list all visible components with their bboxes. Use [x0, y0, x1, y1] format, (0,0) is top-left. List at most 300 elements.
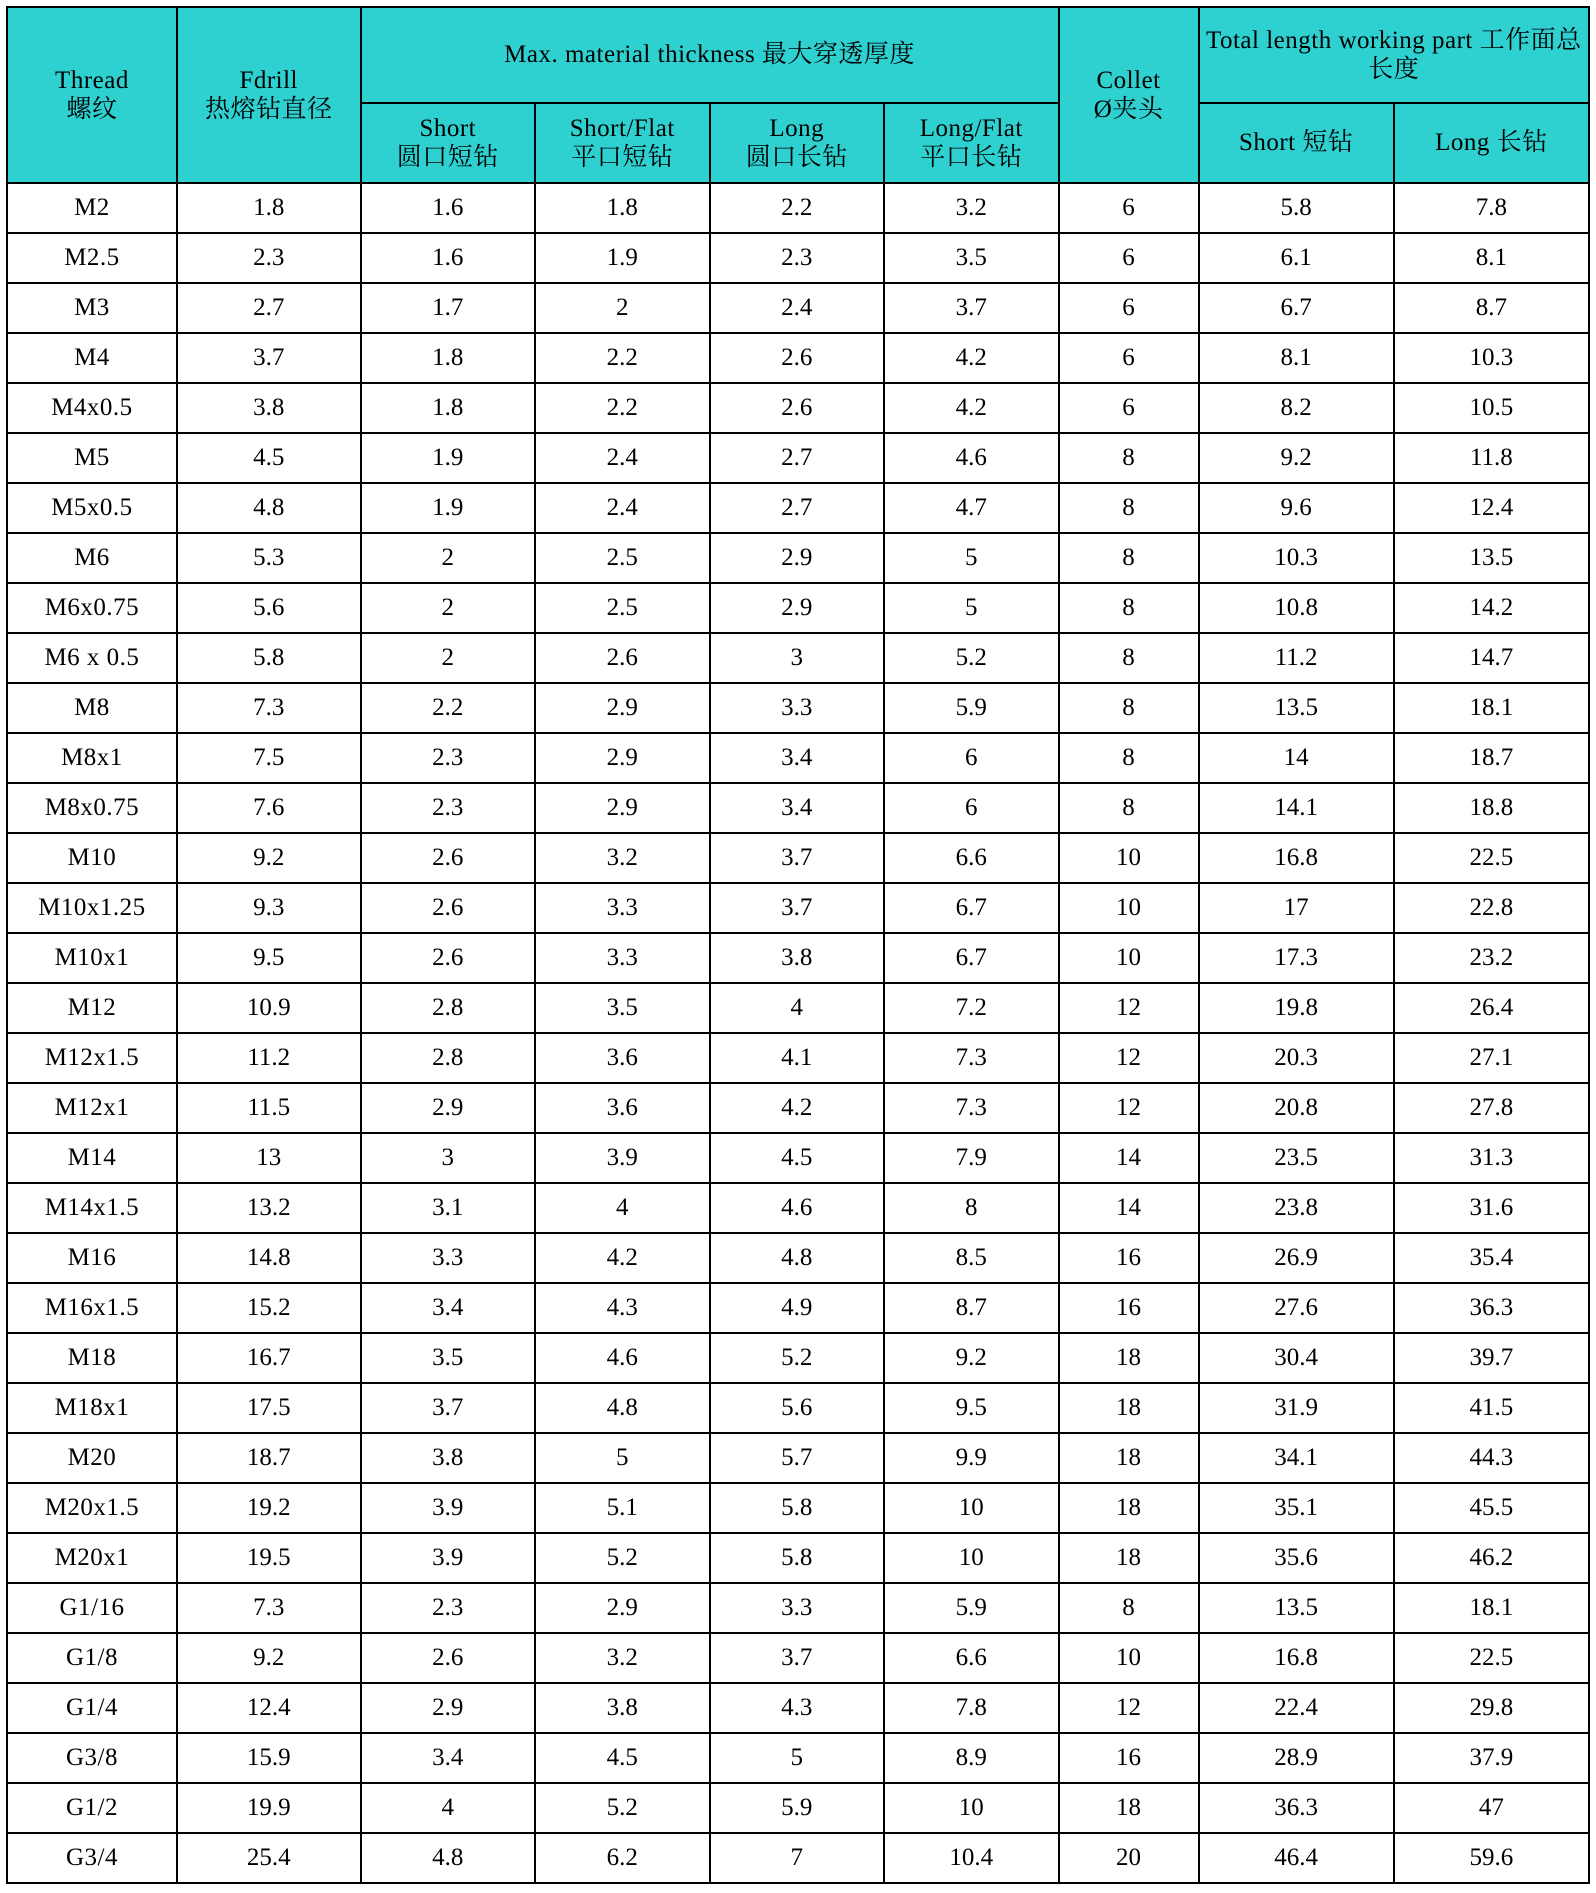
- cell-total-short: 16.8: [1199, 833, 1394, 883]
- cell-collet: 16: [1059, 1233, 1199, 1283]
- cell-total-short: 27.6: [1199, 1283, 1394, 1333]
- cell-total-short: 34.1: [1199, 1433, 1394, 1483]
- cell-collet: 16: [1059, 1283, 1199, 1333]
- header-long-flat: [884, 103, 1059, 183]
- cell-short-flat: 4.2: [535, 1233, 709, 1283]
- table-row: [7, 1783, 1589, 1833]
- cell-long: 5.2: [710, 1333, 884, 1383]
- cell-long-flat: 10: [884, 1483, 1059, 1533]
- cell-total-long: 8.7: [1394, 283, 1589, 333]
- cell-short-flat: 2.2: [535, 383, 709, 433]
- cell-short-flat: 5.1: [535, 1483, 709, 1533]
- cell-short-flat: 2: [535, 283, 709, 333]
- cell-long-flat: 6: [884, 783, 1059, 833]
- cell-long: 5.8: [710, 1483, 884, 1533]
- header-fdrill: [177, 7, 361, 183]
- cell-total-short: 20.8: [1199, 1083, 1394, 1133]
- cell-long-flat: 8.9: [884, 1733, 1059, 1783]
- cell-total-short: 8.1: [1199, 333, 1394, 383]
- cell-long-flat: 8: [884, 1183, 1059, 1233]
- cell-long: 3.7: [710, 1633, 884, 1683]
- cell-total-short: 14.1: [1199, 783, 1394, 833]
- header-short-flat: [535, 103, 709, 183]
- cell-total-short: 9.6: [1199, 483, 1394, 533]
- cell-collet: 18: [1059, 1533, 1199, 1583]
- cell-collet: 16: [1059, 1733, 1199, 1783]
- header-collet-en: Collet: [1096, 66, 1161, 94]
- cell-short: 2.9: [361, 1083, 535, 1133]
- cell-total-long: 39.7: [1394, 1333, 1589, 1383]
- header-thread-en: Thread: [55, 66, 129, 94]
- cell-short-flat: 4.3: [535, 1283, 709, 1333]
- header-short-zh: 圆口短钻: [396, 144, 499, 171]
- header-fdrill-zh: 热熔钻直径: [204, 96, 333, 123]
- cell-collet: 12: [1059, 1083, 1199, 1133]
- cell-total-long: 27.1: [1394, 1033, 1589, 1083]
- cell-collet: 8: [1059, 633, 1199, 683]
- cell-thread: M2: [7, 183, 177, 233]
- cell-thread: G1/4: [7, 1683, 177, 1733]
- cell-short: 2.2: [361, 683, 535, 733]
- cell-collet: 8: [1059, 733, 1199, 783]
- cell-short-flat: 5.2: [535, 1533, 709, 1583]
- thread-specification-table: [6, 6, 1590, 1884]
- cell-fdrill: 5.6: [177, 583, 361, 633]
- table-row: [7, 733, 1589, 783]
- cell-collet: 8: [1059, 683, 1199, 733]
- cell-collet: 10: [1059, 1633, 1199, 1683]
- cell-thread: M5: [7, 433, 177, 483]
- cell-total-short: 26.9: [1199, 1233, 1394, 1283]
- cell-short: 2: [361, 633, 535, 683]
- cell-collet: 8: [1059, 533, 1199, 583]
- cell-short-flat: 2.4: [535, 483, 709, 533]
- cell-short-flat: 4.6: [535, 1333, 709, 1383]
- cell-long: 5: [710, 1733, 884, 1783]
- cell-thread: M12x1: [7, 1083, 177, 1133]
- cell-thread: M3: [7, 283, 177, 333]
- cell-short: 2.8: [361, 1033, 535, 1083]
- cell-thread: M6x0.75: [7, 583, 177, 633]
- header-total-short: Short 短钻: [1199, 103, 1394, 183]
- cell-total-long: 29.8: [1394, 1683, 1589, 1733]
- header-long-zh: 圆口长钻: [745, 144, 848, 171]
- header-max-thickness: Max. material thickness 最大穿透厚度: [361, 7, 1059, 103]
- cell-fdrill: 9.2: [177, 833, 361, 883]
- cell-long-flat: 4.6: [884, 433, 1059, 483]
- cell-fdrill: 7.3: [177, 683, 361, 733]
- cell-thread: M5x0.5: [7, 483, 177, 533]
- table-row: [7, 483, 1589, 533]
- cell-long: 2.9: [710, 533, 884, 583]
- cell-long-flat: 7.8: [884, 1683, 1059, 1733]
- cell-total-long: 10.3: [1394, 333, 1589, 383]
- cell-long: 7: [710, 1833, 884, 1883]
- cell-short: 1.6: [361, 233, 535, 283]
- cell-thread: G1/2: [7, 1783, 177, 1833]
- header-thread-zh: 螺纹: [66, 96, 118, 123]
- cell-total-short: 10.3: [1199, 533, 1394, 583]
- table-row: [7, 933, 1589, 983]
- cell-long-flat: 6: [884, 733, 1059, 783]
- cell-long: 3.4: [710, 733, 884, 783]
- cell-total-long: 47: [1394, 1783, 1589, 1833]
- cell-fdrill: 4.5: [177, 433, 361, 483]
- cell-fdrill: 17.5: [177, 1383, 361, 1433]
- cell-total-long: 12.4: [1394, 483, 1589, 533]
- cell-fdrill: 15.9: [177, 1733, 361, 1783]
- cell-fdrill: 15.2: [177, 1283, 361, 1333]
- cell-long: 3.4: [710, 783, 884, 833]
- cell-short: 2.9: [361, 1683, 535, 1733]
- cell-short: 1.9: [361, 483, 535, 533]
- header-long-en: Long: [769, 114, 825, 142]
- cell-short-flat: 5: [535, 1433, 709, 1483]
- cell-total-short: 6.7: [1199, 283, 1394, 333]
- cell-thread: G1/8: [7, 1633, 177, 1683]
- cell-fdrill: 12.4: [177, 1683, 361, 1733]
- header-collet-zh: Ø夹头: [1093, 96, 1164, 123]
- cell-short: 2.6: [361, 833, 535, 883]
- cell-collet: 20: [1059, 1833, 1199, 1883]
- cell-short: 3.4: [361, 1733, 535, 1783]
- cell-long: 3.8: [710, 933, 884, 983]
- cell-total-long: 36.3: [1394, 1283, 1589, 1333]
- cell-short: 2.3: [361, 1583, 535, 1633]
- cell-total-short: 8.2: [1199, 383, 1394, 433]
- cell-collet: 18: [1059, 1433, 1199, 1483]
- cell-short: 3.7: [361, 1383, 535, 1433]
- cell-short: 4: [361, 1783, 535, 1833]
- cell-short: 1.9: [361, 433, 535, 483]
- cell-short: 1.6: [361, 183, 535, 233]
- cell-collet: 8: [1059, 1583, 1199, 1633]
- cell-total-short: 31.9: [1199, 1383, 1394, 1433]
- table-row: [7, 383, 1589, 433]
- cell-long-flat: 9.5: [884, 1383, 1059, 1433]
- cell-short: 3.5: [361, 1333, 535, 1383]
- cell-collet: 18: [1059, 1483, 1199, 1533]
- cell-long-flat: 5.9: [884, 1583, 1059, 1633]
- cell-short: 3.9: [361, 1533, 535, 1583]
- table-row: [7, 1033, 1589, 1083]
- cell-total-short: 23.5: [1199, 1133, 1394, 1183]
- cell-collet: 6: [1059, 283, 1199, 333]
- table-row: [7, 1483, 1589, 1533]
- cell-total-long: 18.7: [1394, 733, 1589, 783]
- cell-short-flat: 2.9: [535, 683, 709, 733]
- cell-short-flat: 3.8: [535, 1683, 709, 1733]
- cell-long: 3.7: [710, 833, 884, 883]
- cell-total-long: 18.8: [1394, 783, 1589, 833]
- cell-long: 2.7: [710, 433, 884, 483]
- cell-long: 2.2: [710, 183, 884, 233]
- cell-total-short: 6.1: [1199, 233, 1394, 283]
- cell-collet: 6: [1059, 233, 1199, 283]
- cell-fdrill: 2.7: [177, 283, 361, 333]
- cell-total-long: 27.8: [1394, 1083, 1589, 1133]
- cell-collet: 6: [1059, 383, 1199, 433]
- cell-total-short: 16.8: [1199, 1633, 1394, 1683]
- cell-fdrill: 1.8: [177, 183, 361, 233]
- cell-total-long: 26.4: [1394, 983, 1589, 1033]
- cell-long-flat: 6.6: [884, 833, 1059, 883]
- cell-total-short: 30.4: [1199, 1333, 1394, 1383]
- cell-thread: M4x0.5: [7, 383, 177, 433]
- cell-total-short: 19.8: [1199, 983, 1394, 1033]
- cell-fdrill: 9.3: [177, 883, 361, 933]
- cell-total-short: 10.8: [1199, 583, 1394, 633]
- cell-short: 2.3: [361, 783, 535, 833]
- cell-fdrill: 11.2: [177, 1033, 361, 1083]
- cell-thread: G3/8: [7, 1733, 177, 1783]
- cell-short-flat: 2.9: [535, 1583, 709, 1633]
- cell-long-flat: 4.2: [884, 333, 1059, 383]
- cell-long: 2.6: [710, 333, 884, 383]
- header-short-flat-zh: 平口短钻: [571, 144, 674, 171]
- cell-short: 3.4: [361, 1283, 535, 1333]
- cell-thread: M16: [7, 1233, 177, 1283]
- table-row: [7, 1433, 1589, 1483]
- cell-fdrill: 11.5: [177, 1083, 361, 1133]
- cell-total-short: 13.5: [1199, 683, 1394, 733]
- cell-short: 3.8: [361, 1433, 535, 1483]
- cell-thread: M10x1.25: [7, 883, 177, 933]
- cell-thread: M12x1.5: [7, 1033, 177, 1083]
- table-row: [7, 1133, 1589, 1183]
- cell-long: 4.3: [710, 1683, 884, 1733]
- cell-long-flat: 9.9: [884, 1433, 1059, 1483]
- cell-total-long: 13.5: [1394, 533, 1589, 583]
- table-row: [7, 1333, 1589, 1383]
- cell-collet: 12: [1059, 1033, 1199, 1083]
- cell-thread: M10: [7, 833, 177, 883]
- cell-short: 2.6: [361, 883, 535, 933]
- cell-collet: 18: [1059, 1383, 1199, 1433]
- header-thread: [7, 7, 177, 183]
- cell-long-flat: 6.7: [884, 883, 1059, 933]
- cell-fdrill: 10.9: [177, 983, 361, 1033]
- cell-short: 2.6: [361, 933, 535, 983]
- header-long-flat-zh: 平口长钻: [920, 144, 1023, 171]
- table-row: [7, 783, 1589, 833]
- cell-long-flat: 5: [884, 533, 1059, 583]
- table-row: [7, 333, 1589, 383]
- cell-total-short: 5.8: [1199, 183, 1394, 233]
- cell-thread: M8: [7, 683, 177, 733]
- cell-total-long: 45.5: [1394, 1483, 1589, 1533]
- cell-long: 5.6: [710, 1383, 884, 1433]
- cell-total-long: 59.6: [1394, 1833, 1589, 1883]
- cell-long: 3: [710, 633, 884, 683]
- cell-long-flat: 5.2: [884, 633, 1059, 683]
- table-row: [7, 883, 1589, 933]
- cell-fdrill: 5.3: [177, 533, 361, 583]
- cell-fdrill: 4.8: [177, 483, 361, 533]
- cell-total-long: 35.4: [1394, 1233, 1589, 1283]
- cell-long: 3.3: [710, 1583, 884, 1633]
- table-body: [7, 183, 1589, 1883]
- table-row: [7, 283, 1589, 333]
- table-row: [7, 1233, 1589, 1283]
- cell-long: 3.7: [710, 883, 884, 933]
- table-header: [7, 7, 1589, 183]
- cell-thread: M14: [7, 1133, 177, 1183]
- cell-short-flat: 3.9: [535, 1133, 709, 1183]
- table-row: [7, 633, 1589, 683]
- cell-fdrill: 16.7: [177, 1333, 361, 1383]
- cell-short-flat: 2.9: [535, 783, 709, 833]
- cell-long: 2.6: [710, 383, 884, 433]
- cell-total-short: 35.6: [1199, 1533, 1394, 1583]
- cell-collet: 8: [1059, 583, 1199, 633]
- cell-fdrill: 7.6: [177, 783, 361, 833]
- cell-short: 1.7: [361, 283, 535, 333]
- cell-short-flat: 3.6: [535, 1033, 709, 1083]
- cell-collet: 12: [1059, 983, 1199, 1033]
- cell-fdrill: 7.3: [177, 1583, 361, 1633]
- cell-thread: M20x1: [7, 1533, 177, 1583]
- cell-collet: 12: [1059, 1683, 1199, 1733]
- cell-total-short: 23.8: [1199, 1183, 1394, 1233]
- cell-short-flat: 6.2: [535, 1833, 709, 1883]
- cell-total-long: 41.5: [1394, 1383, 1589, 1433]
- cell-short: 3: [361, 1133, 535, 1183]
- cell-fdrill: 3.8: [177, 383, 361, 433]
- cell-long: 4.1: [710, 1033, 884, 1083]
- header-short: [361, 103, 535, 183]
- cell-short: 2.8: [361, 983, 535, 1033]
- header-total-long: Long 长钻: [1394, 103, 1589, 183]
- cell-short-flat: 2.2: [535, 333, 709, 383]
- cell-short: 2: [361, 533, 535, 583]
- cell-total-short: 9.2: [1199, 433, 1394, 483]
- cell-fdrill: 18.7: [177, 1433, 361, 1483]
- cell-thread: M10x1: [7, 933, 177, 983]
- cell-long: 4.9: [710, 1283, 884, 1333]
- cell-fdrill: 2.3: [177, 233, 361, 283]
- cell-short-flat: 3.3: [535, 883, 709, 933]
- table-row: [7, 1383, 1589, 1433]
- table-row: [7, 1533, 1589, 1583]
- cell-long-flat: 7.2: [884, 983, 1059, 1033]
- cell-long: 4.8: [710, 1233, 884, 1283]
- cell-long: 5.9: [710, 1783, 884, 1833]
- cell-total-short: 14: [1199, 733, 1394, 783]
- cell-long-flat: 3.2: [884, 183, 1059, 233]
- cell-short-flat: 2.6: [535, 633, 709, 683]
- cell-long: 2.4: [710, 283, 884, 333]
- cell-total-long: 37.9: [1394, 1733, 1589, 1783]
- cell-short-flat: 4.5: [535, 1733, 709, 1783]
- cell-fdrill: 13.2: [177, 1183, 361, 1233]
- cell-long-flat: 10.4: [884, 1833, 1059, 1883]
- cell-long-flat: 7.3: [884, 1083, 1059, 1133]
- cell-short-flat: 3.6: [535, 1083, 709, 1133]
- cell-total-long: 10.5: [1394, 383, 1589, 433]
- table-row: [7, 683, 1589, 733]
- cell-total-long: 22.5: [1394, 1633, 1589, 1683]
- cell-thread: G1/16: [7, 1583, 177, 1633]
- cell-thread: M18x1: [7, 1383, 177, 1433]
- table-row: [7, 583, 1589, 633]
- cell-total-long: 31.6: [1394, 1183, 1589, 1233]
- cell-long: 4.5: [710, 1133, 884, 1183]
- table-row: [7, 1183, 1589, 1233]
- cell-fdrill: 14.8: [177, 1233, 361, 1283]
- cell-thread: M8x0.75: [7, 783, 177, 833]
- table-row: [7, 1633, 1589, 1683]
- cell-thread: M8x1: [7, 733, 177, 783]
- cell-fdrill: 19.2: [177, 1483, 361, 1533]
- cell-thread: M16x1.5: [7, 1283, 177, 1333]
- cell-short: 3.1: [361, 1183, 535, 1233]
- cell-short-flat: 3.3: [535, 933, 709, 983]
- cell-collet: 8: [1059, 783, 1199, 833]
- cell-collet: 6: [1059, 183, 1199, 233]
- table-row: [7, 1733, 1589, 1783]
- cell-short-flat: 2.4: [535, 433, 709, 483]
- cell-long-flat: 5.9: [884, 683, 1059, 733]
- cell-long-flat: 7.3: [884, 1033, 1059, 1083]
- cell-short-flat: 4: [535, 1183, 709, 1233]
- cell-long-flat: 9.2: [884, 1333, 1059, 1383]
- cell-total-short: 46.4: [1199, 1833, 1394, 1883]
- cell-thread: M4: [7, 333, 177, 383]
- cell-long-flat: 4.2: [884, 383, 1059, 433]
- cell-long-flat: 6.7: [884, 933, 1059, 983]
- table-row: [7, 1683, 1589, 1733]
- cell-short-flat: 3.5: [535, 983, 709, 1033]
- cell-long: 2.9: [710, 583, 884, 633]
- cell-thread: M18: [7, 1333, 177, 1383]
- cell-thread: M12: [7, 983, 177, 1033]
- table-row: [7, 1083, 1589, 1133]
- header-long-flat-en: Long/Flat: [919, 114, 1023, 142]
- cell-total-long: 23.2: [1394, 933, 1589, 983]
- cell-total-long: 22.8: [1394, 883, 1589, 933]
- cell-total-short: 36.3: [1199, 1783, 1394, 1833]
- cell-thread: G3/4: [7, 1833, 177, 1883]
- cell-short: 2: [361, 583, 535, 633]
- cell-fdrill: 7.5: [177, 733, 361, 783]
- cell-short-flat: 3.2: [535, 833, 709, 883]
- cell-short-flat: 1.8: [535, 183, 709, 233]
- cell-fdrill: 19.5: [177, 1533, 361, 1583]
- cell-total-long: 22.5: [1394, 833, 1589, 883]
- cell-short-flat: 3.2: [535, 1633, 709, 1683]
- cell-short-flat: 2.5: [535, 533, 709, 583]
- header-fdrill-en: Fdrill: [239, 66, 299, 94]
- table-row: [7, 983, 1589, 1033]
- cell-long-flat: 8.7: [884, 1283, 1059, 1333]
- cell-total-long: 8.1: [1394, 233, 1589, 283]
- cell-short: 2.3: [361, 733, 535, 783]
- table-row: [7, 183, 1589, 233]
- cell-thread: M6 x 0.5: [7, 633, 177, 683]
- cell-long: 4: [710, 983, 884, 1033]
- cell-long: 4.2: [710, 1083, 884, 1133]
- table-row: [7, 833, 1589, 883]
- cell-long: 3.3: [710, 683, 884, 733]
- cell-long-flat: 10: [884, 1783, 1059, 1833]
- cell-long-flat: 6.6: [884, 1633, 1059, 1683]
- cell-short-flat: 1.9: [535, 233, 709, 283]
- cell-long-flat: 4.7: [884, 483, 1059, 533]
- cell-long-flat: 5: [884, 583, 1059, 633]
- cell-short: 1.8: [361, 333, 535, 383]
- cell-total-short: 22.4: [1199, 1683, 1394, 1733]
